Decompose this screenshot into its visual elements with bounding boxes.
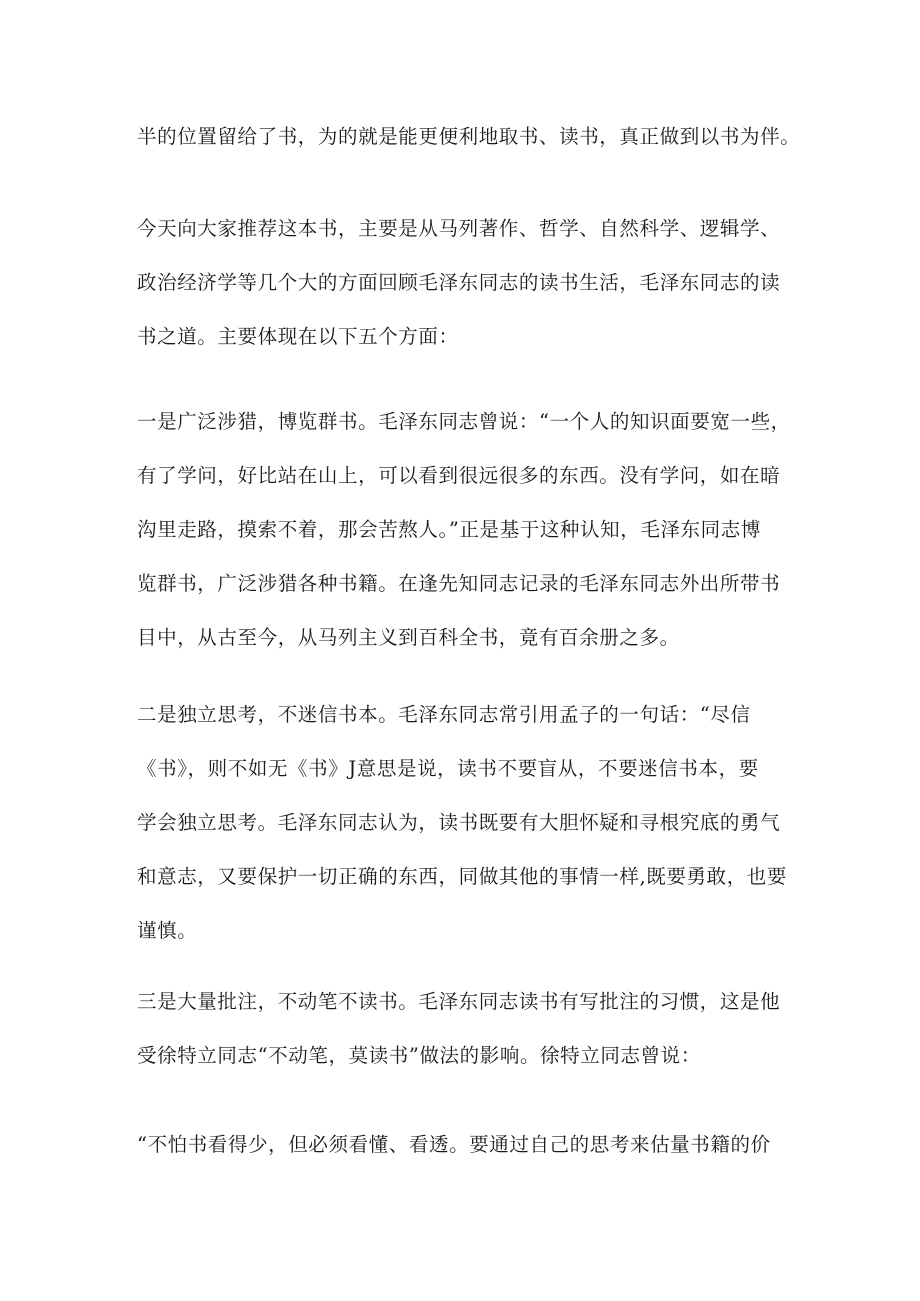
text-line: 书之道。主要体现在以下五个方面： — [137, 325, 459, 348]
text-line: 受徐特立同志“不动笔，莫读书”做法的影响。徐特立同志曾说： — [137, 1044, 701, 1067]
text-line: 学会独立思考。毛泽东同志认为，读书既要有大胆怀疑和寻根究底的勇气 — [137, 811, 781, 834]
text-line: 和意志，又要保护一切正确的东西，同做其他的事情一样,既要勇敢，也要 — [137, 865, 787, 888]
text-line: 今天向大家推荐这本书，主要是从马列著作、哲学、自然科学、逻辑学、 — [137, 217, 781, 240]
text-line: 沟里走路，摸索不着，那会苦熬人。”正是基于这种认知，毛泽东同志博 — [137, 518, 761, 541]
paragraph-introduction — [137, 202, 797, 364]
text-line: 《书》，则不如无《书》J意思是说，读书不要盲从，不要迷信书本，要 — [137, 757, 759, 780]
text-line: 一是广泛涉猎，博览群书。毛泽东同志曾说：“一个人的知识面要宽一些， — [137, 410, 791, 433]
paragraph-quote — [137, 1118, 797, 1172]
text-line: 有了学问，好比站在山上，可以看到很远很多的东西。没有学问，如在暗 — [137, 464, 781, 487]
text-line: 半的位置留给了书，为的就是能更便利地取书、读书，真正做到以书为伴。 — [137, 125, 801, 148]
text-line: 二是独立思考，不迷信书本。毛泽东同志常引用孟子的一句话：“尽信 — [137, 703, 751, 726]
text-line: “不怕书看得少，但必须看懂、看透。要通过自己的思考来估量书籍的价 — [137, 1133, 771, 1156]
paragraph-point-three — [137, 975, 797, 1083]
text-line: 谨慎。 — [137, 919, 198, 942]
text-line: 三是大量批注，不动笔不读书。毛泽东同志读书有写批注的习惯，这是他 — [137, 990, 781, 1013]
text-line: 目中，从古至今，从马列主义到百科全书，竟有百余册之多。 — [137, 626, 680, 649]
text-line: 政治经济学等几个大的方面回顾毛泽东同志的读书生活，毛泽东同志的读 — [137, 271, 781, 294]
paragraph-point-two — [137, 688, 797, 958]
text-line: 览群书，广泛涉猎各种书籍。在逢先知同志记录的毛泽东同志外出所带书 — [137, 572, 781, 595]
paragraph-point-one — [137, 395, 797, 665]
paragraph-bookshelf — [137, 110, 801, 164]
